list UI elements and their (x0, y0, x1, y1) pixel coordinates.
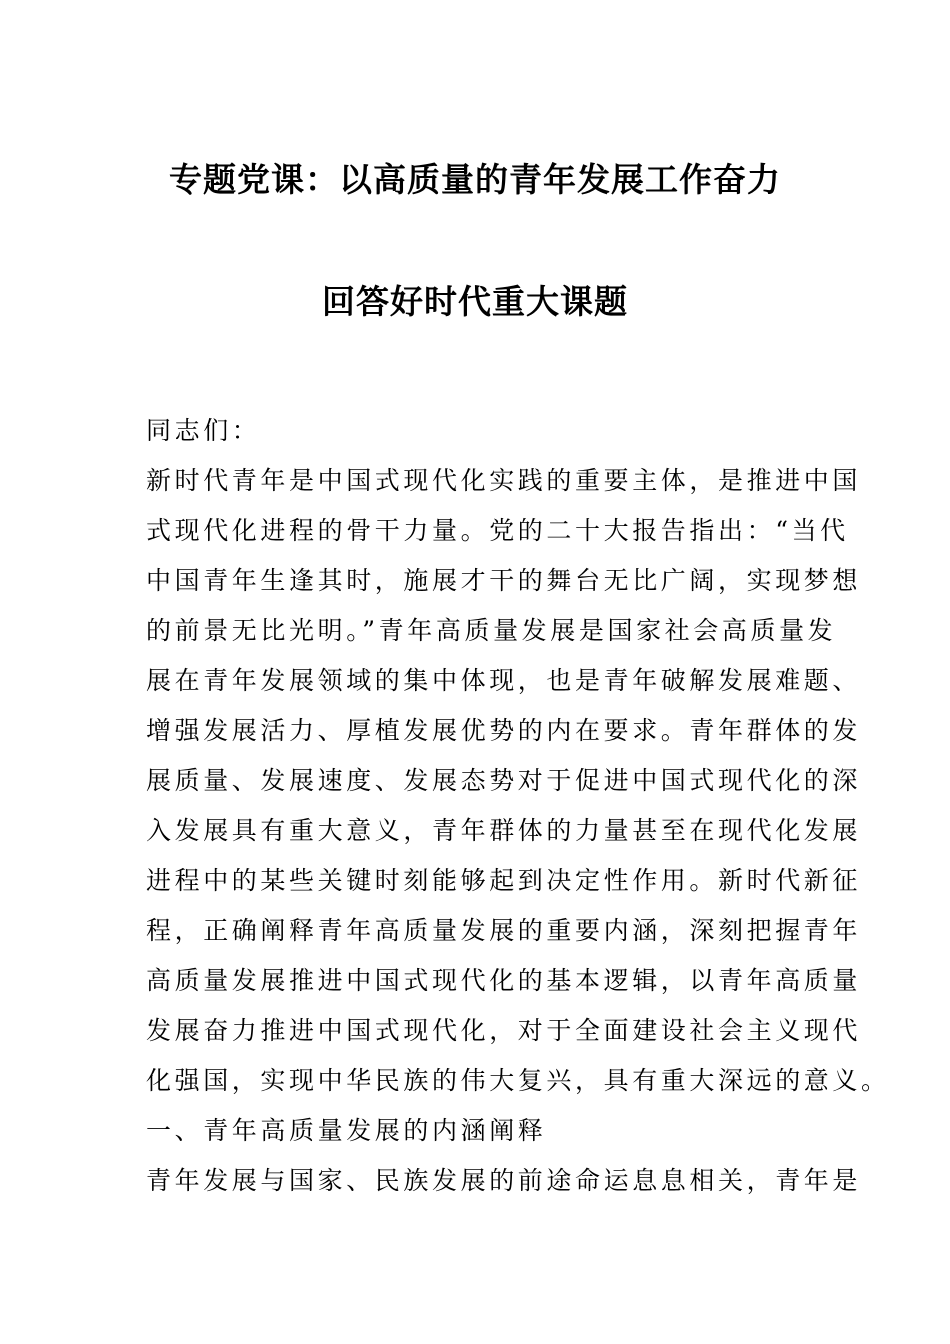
paragraph-2 (146, 1156, 862, 1206)
paragraph-line: 发展奋力推进中国式现代化，对于全面建设社会主义现代 (146, 1016, 862, 1045)
paragraph-line: 的前景无比光明。”青年高质量发展是国家社会高质量发 (146, 616, 837, 645)
paragraph-line: 增强发展活力、厚植发展优势的内在要求。青年群体的发 (146, 716, 862, 745)
paragraph-line: 化强国，实现中华民族的伟大复兴，具有重大深远的意义。 (146, 1066, 890, 1095)
paragraph-line: 进程中的某些关键时刻能够起到决定性作用。新时代新征 (146, 866, 862, 895)
greeting: 同志们： (146, 416, 261, 445)
paragraph-line: 青年发展与国家、民族发展的前途命运息息相关，青年是 (146, 1166, 862, 1195)
section-heading-1: 一、青年高质量发展的内涵阐释 (146, 1116, 547, 1145)
paragraph-line: 中国青年生逢其时，施展才干的舞台无比广阔，实现梦想 (146, 566, 862, 595)
paragraph-line: 展质量、发展速度、发展态势对于促进中国式现代化的深 (146, 766, 862, 795)
paragraph-line: 新时代青年是中国式现代化实践的重要主体，是推进中国 (146, 466, 862, 495)
title-line-2: 回答好时代重大课题 (322, 282, 628, 321)
paragraph-line: 展在青年发展领域的集中体现，也是青年破解发展难题、 (146, 666, 862, 695)
paragraph-line: 程，正确阐释青年高质量发展的重要内涵，深刻把握青年 (146, 916, 862, 945)
title-line-1: 专题党课：以高质量的青年发展工作奋力 (169, 160, 781, 199)
paragraph-line: 高质量发展推进中国式现代化的基本逻辑，以青年高质量 (146, 966, 862, 995)
paragraph-line: 入发展具有重大意义，青年群体的力量甚至在现代化发展 (146, 816, 862, 845)
paragraph-1 (146, 456, 890, 1106)
paragraph-line: 式现代化进程的骨干力量。党的二十大报告指出：“当代 (146, 516, 849, 545)
